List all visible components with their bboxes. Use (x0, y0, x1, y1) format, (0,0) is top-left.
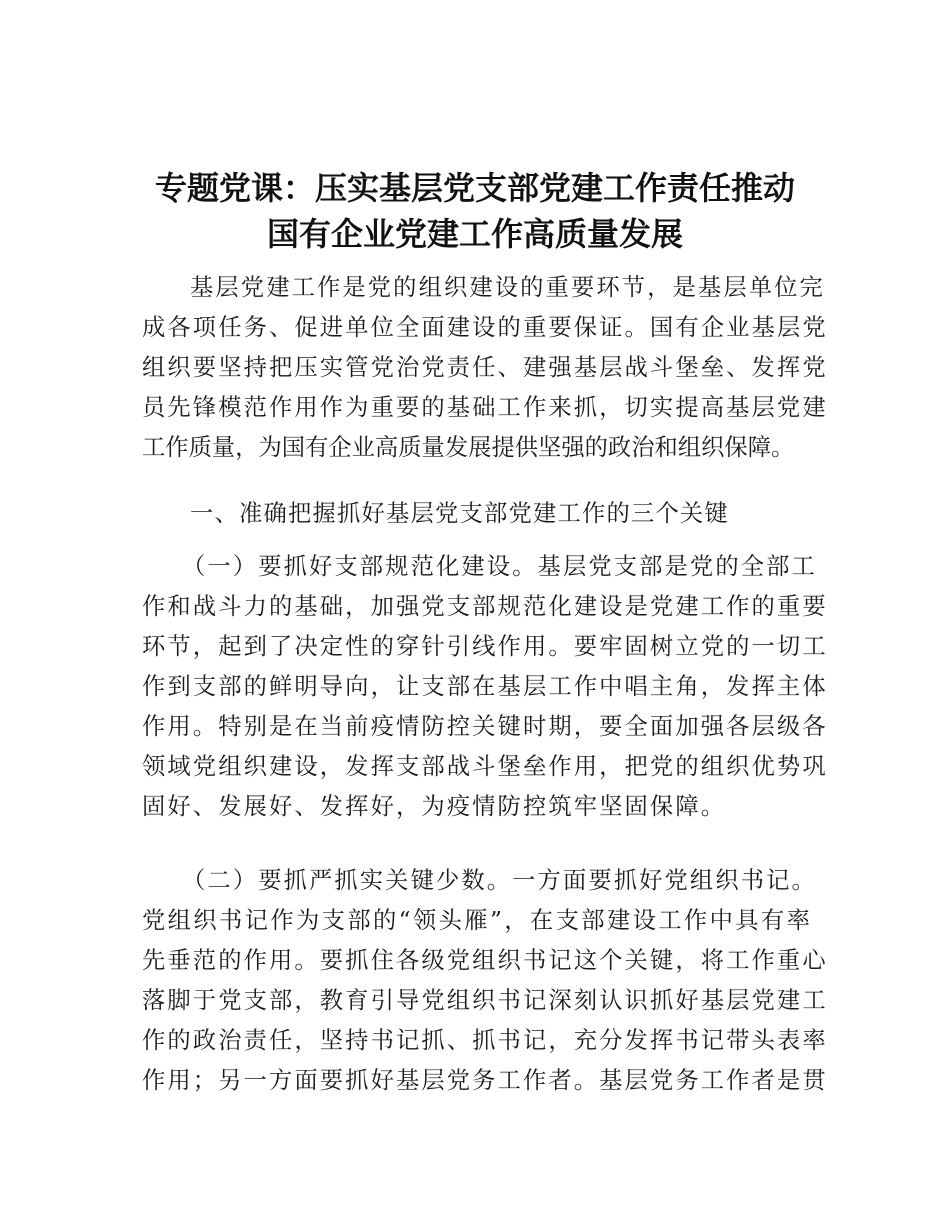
paragraph-line: 基层党建工作是党的组织建设的重要环节，是基层单位完 (190, 274, 825, 301)
paragraph-line: 领域党组织建设，发挥支部战斗堡垒作用，把党的组织优势巩 (142, 753, 828, 780)
paragraph-line: 作用。特别是在当前疫情防控关键时期，要全面加强各层级各 (142, 713, 828, 740)
paragraph-line: 作的政治责任，坚持书记抓、抓书记，充分发挥书记带头表率 (142, 1027, 828, 1054)
paragraph-line: 环节，起到了决定性的穿针引线作用。要牢固树立党的一切工 (142, 633, 828, 660)
paragraph-line: 作到支部的鲜明导向，让支部在基层工作中唱主角，发挥主体 (142, 673, 828, 700)
section-heading-text: 一、准确把握抓好基层党支部党建工作的三个关键 (190, 500, 729, 527)
paragraph-line: 落脚于党支部，教育引导党组织书记深刻认识抓好基层党建工 (142, 987, 828, 1014)
paragraph-line: 作用；另一方面要抓好基层党务工作者。基层党务工作者是贯 (142, 1067, 828, 1094)
paragraph-line: 工作质量，为国有企业高质量发展提供坚强的政治和组织保障。 (142, 434, 795, 461)
paragraph-line: （一）要抓好支部规范化建设。基层党支部是党的全部工 (182, 553, 817, 580)
intro-paragraph (142, 268, 828, 468)
paragraph-line: 作和战斗力的基础，加强党支部规范化建设是党建工作的重要 (142, 593, 828, 620)
paragraph-line: 先垂范的作用。要抓住各级党组织书记这个关键，将工作重心 (142, 947, 828, 974)
paragraph-line: 组织要坚持把压实管党治党责任、建强基层战斗堡垒、发挥党 (142, 354, 828, 381)
section-heading (142, 494, 812, 534)
paragraph-line: （二）要抓严抓实关键少数。一方面要抓好党组织书记。 (182, 867, 817, 894)
subsection-1-paragraph (142, 547, 828, 827)
paragraph-line: 成各项任务、促进单位全面建设的重要保证。国有企业基层党 (142, 314, 828, 341)
paragraph-line: 党组织书记作为支部的“领头雁”，在支部建设工作中具有率 (142, 907, 812, 934)
paragraph-line: 固好、发展好、发挥好，为疫情防控筑牢坚固保障。 (142, 793, 727, 820)
subsection-2-paragraph (142, 861, 828, 1101)
document-title-line-1: 专题党课：压实基层党支部党建工作责任推动 (154, 169, 795, 207)
document-title-line-2: 国有企业党建工作高质量发展 (266, 215, 683, 253)
paragraph-line: 员先锋模范作用作为重要的基础工作来抓，切实提高基层党建 (142, 394, 828, 421)
